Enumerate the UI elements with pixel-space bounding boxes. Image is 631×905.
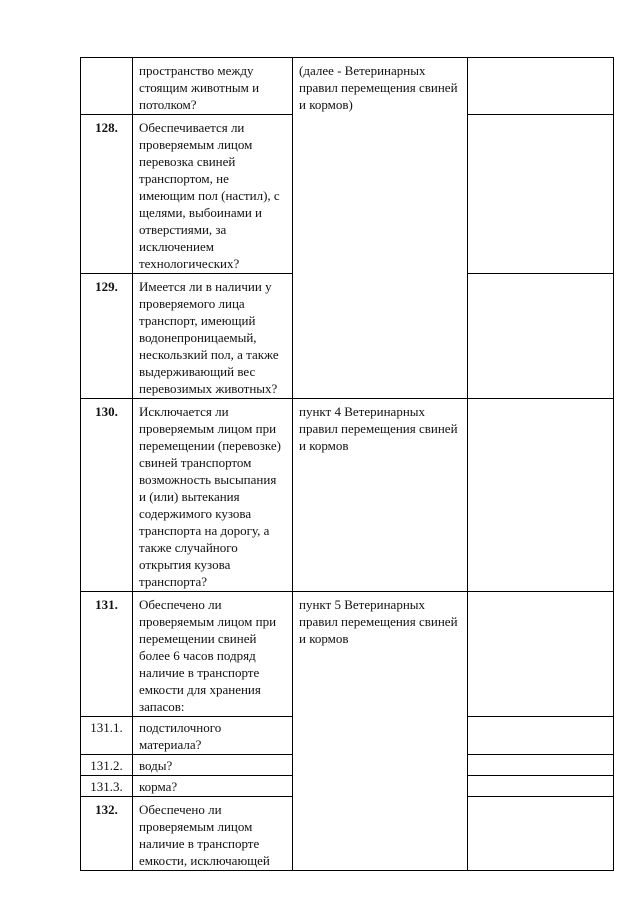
- answer-cell: [468, 717, 614, 755]
- row-number: 130.: [81, 399, 133, 592]
- document-page: [80, 57, 614, 871]
- row-number: 131.: [81, 592, 133, 717]
- row-number: 129.: [81, 274, 133, 399]
- row-number: 131.3.: [81, 776, 133, 797]
- legal-reference: пункт 4 Ветеринарных правил перемещения свиней и кормов: [293, 399, 468, 592]
- table-row: [81, 399, 614, 592]
- question-text: Обеспечивается ли проверяемым лицом перевозка свиней транспортом, не имеющим пол (настил), с щелями, выбоинами и отверстиями, за исключением технологических?: [133, 115, 293, 274]
- checklist-table: [80, 57, 614, 871]
- row-number: 132.: [81, 797, 133, 871]
- question-text: корма?: [133, 776, 293, 797]
- answer-cell: [468, 399, 614, 592]
- row-number: [81, 58, 133, 115]
- question-text: Исключается ли проверяемым лицом при перемещении (перевозке) свиней транспортом возможность высыпания и (или) вытекания содержимого кузова транспорта на дорогу, а также случайного открытия кузова транспорта?: [133, 399, 293, 592]
- legal-reference: пункт 5 Ветеринарных правил перемещения свиней и кормов: [293, 592, 468, 871]
- answer-cell: [468, 755, 614, 776]
- row-number: 128.: [81, 115, 133, 274]
- answer-cell: [468, 776, 614, 797]
- row-number: 131.2.: [81, 755, 133, 776]
- question-text: подстилочного материала?: [133, 717, 293, 755]
- question-text: Имеется ли в наличии у проверяемого лица транспорт, имеющий водонепроницаемый, нескользкий пол, а также выдерживающий вес перевозимых животных?: [133, 274, 293, 399]
- answer-cell: [468, 115, 614, 274]
- legal-reference: (далее - Ветеринарных правил перемещения свиней и кормов): [293, 58, 468, 399]
- question-text: Обеспечено ли проверяемым лицом наличие в транспорте емкости, исключающей: [133, 797, 293, 871]
- question-text: пространство между стоящим животным и потолком?: [133, 58, 293, 115]
- answer-cell: [468, 797, 614, 871]
- question-text: Обеспечено ли проверяемым лицом при перемещении свиней более 6 часов подряд наличие в транспорте емкости для хранения запасов:: [133, 592, 293, 717]
- question-text: воды?: [133, 755, 293, 776]
- table-row: [81, 592, 614, 717]
- answer-cell: [468, 58, 614, 115]
- answer-cell: [468, 592, 614, 717]
- table-row: [81, 58, 614, 115]
- answer-cell: [468, 274, 614, 399]
- row-number: 131.1.: [81, 717, 133, 755]
